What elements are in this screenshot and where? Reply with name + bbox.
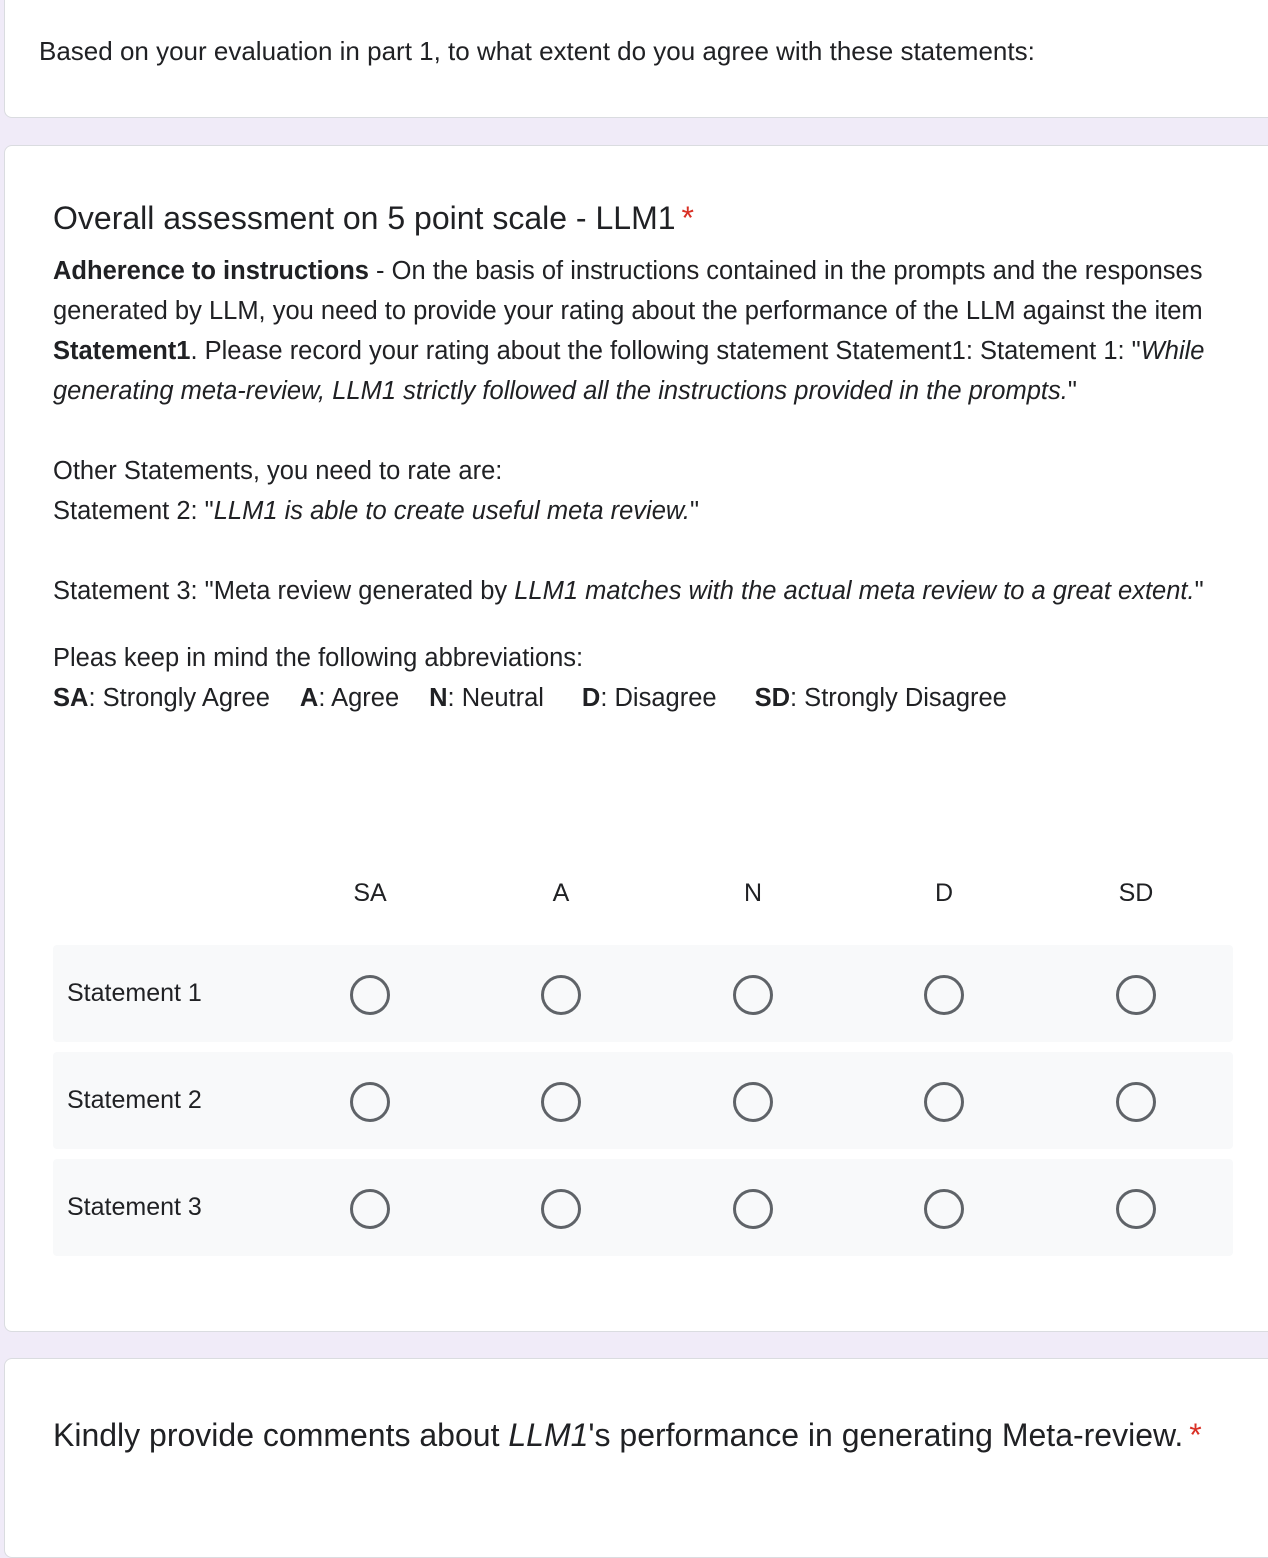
abbr-key-a: A [299, 684, 319, 712]
abbreviations-legend [53, 678, 1228, 718]
required-asterisk: * [681, 200, 694, 236]
comments-title-model: LLM1 [508, 1417, 589, 1453]
grid-row-statement-2 [53, 1052, 1233, 1149]
radio-statement3-sa[interactable] [350, 1189, 390, 1229]
statement1-label: Statement1 [53, 337, 191, 365]
comments-title-suffix: 's performance in generating Meta-review. [588, 1417, 1184, 1453]
statement1-quote-end: " [1067, 377, 1077, 405]
statement3-prefix: Statement 3: "Meta review generated by [53, 577, 515, 605]
statement2-text: LLM1 is able to create useful meta review. [213, 497, 690, 525]
statement2-quote-end: " [689, 497, 700, 525]
column-label-sa: SA [353, 879, 387, 907]
row-label: Statement 1 [67, 979, 202, 1007]
other-statements-intro: Other Statements, you need to rate are: [53, 457, 503, 485]
question-description [53, 251, 1228, 718]
abbr-label-a: : Agree [318, 684, 400, 712]
statement1-text: While generating meta-review, LLM1 strictly followed all the instructions provided in the prompts. [53, 337, 1205, 405]
column-label-d: D [934, 879, 954, 907]
radio-statement3-d[interactable] [924, 1189, 964, 1229]
column-label-a: A [552, 879, 570, 907]
radio-statement1-n[interactable] [733, 975, 773, 1015]
abbr-key-n: N [429, 684, 448, 712]
statement2-prefix: Statement 2: " [53, 497, 214, 525]
instructions-paragraph [53, 251, 1228, 411]
row-label: Statement 3 [67, 1193, 202, 1221]
grid-row-statement-1 [53, 945, 1233, 1042]
comments-card [4, 1358, 1268, 1558]
radio-statement1-d[interactable] [924, 975, 964, 1015]
comments-title-prefix: Kindly provide comments about [53, 1417, 509, 1453]
radio-statement1-sa[interactable] [350, 975, 390, 1015]
radio-statement1-sd[interactable] [1116, 975, 1156, 1015]
question-card [4, 145, 1268, 1332]
adherence-label: Adherence to instructions [53, 257, 369, 285]
required-asterisk: * [1189, 1417, 1202, 1453]
radio-statement2-n[interactable] [733, 1082, 773, 1122]
radio-statement2-sd[interactable] [1116, 1082, 1156, 1122]
radio-statement3-a[interactable] [541, 1189, 581, 1229]
radio-statement3-sd[interactable] [1116, 1189, 1156, 1229]
intro-text: Based on your evaluation in part 1, to what extent do you agree with these statements: [39, 36, 1035, 66]
instructions-text: - On the basis of instructions contained in the prompts and the responses generated by LLM, you need to provide your rating about the performance of the LLM against the item [53, 257, 1203, 325]
question-title [53, 198, 694, 238]
abbr-key-sd: SD [754, 684, 791, 712]
radio-statement2-sa[interactable] [350, 1082, 390, 1122]
radio-statement2-d[interactable] [924, 1082, 964, 1122]
column-label-n: N [743, 879, 763, 907]
radio-statement1-a[interactable] [541, 975, 581, 1015]
question-title-text: Overall assessment on 5 point scale - LLM1 [53, 200, 676, 236]
grid-row-statement-3 [53, 1159, 1233, 1256]
comments-question-title [53, 1415, 1202, 1455]
statement2-line [53, 491, 1228, 531]
radio-statement3-n[interactable] [733, 1189, 773, 1229]
statement3-text: LLM1 matches with the actual meta review to a great extent. [514, 577, 1195, 605]
grid-column-header [53, 876, 1233, 910]
column-label-sd: SD [1118, 879, 1154, 907]
instructions-text-2: . Please record your rating about the following statement Statement1: Statement 1: " [190, 337, 1141, 365]
radio-statement2-a[interactable] [541, 1082, 581, 1122]
abbr-label-d: : Disagree [600, 684, 717, 712]
abbr-label-sa: : Strongly Agree [88, 684, 270, 712]
abbr-key-sa: SA [53, 684, 89, 712]
abbr-label-sd: : Strongly Disagree [790, 684, 1007, 712]
abbr-label-n: : Neutral [447, 684, 544, 712]
row-label: Statement 2 [67, 1086, 202, 1114]
abbreviations-intro: Pleas keep in mind the following abbreviations: [53, 644, 584, 672]
statement3-line [53, 571, 1228, 611]
intro-card [4, 0, 1268, 118]
abbr-key-d: D [581, 684, 601, 712]
statement3-quote-end: " [1194, 577, 1204, 605]
